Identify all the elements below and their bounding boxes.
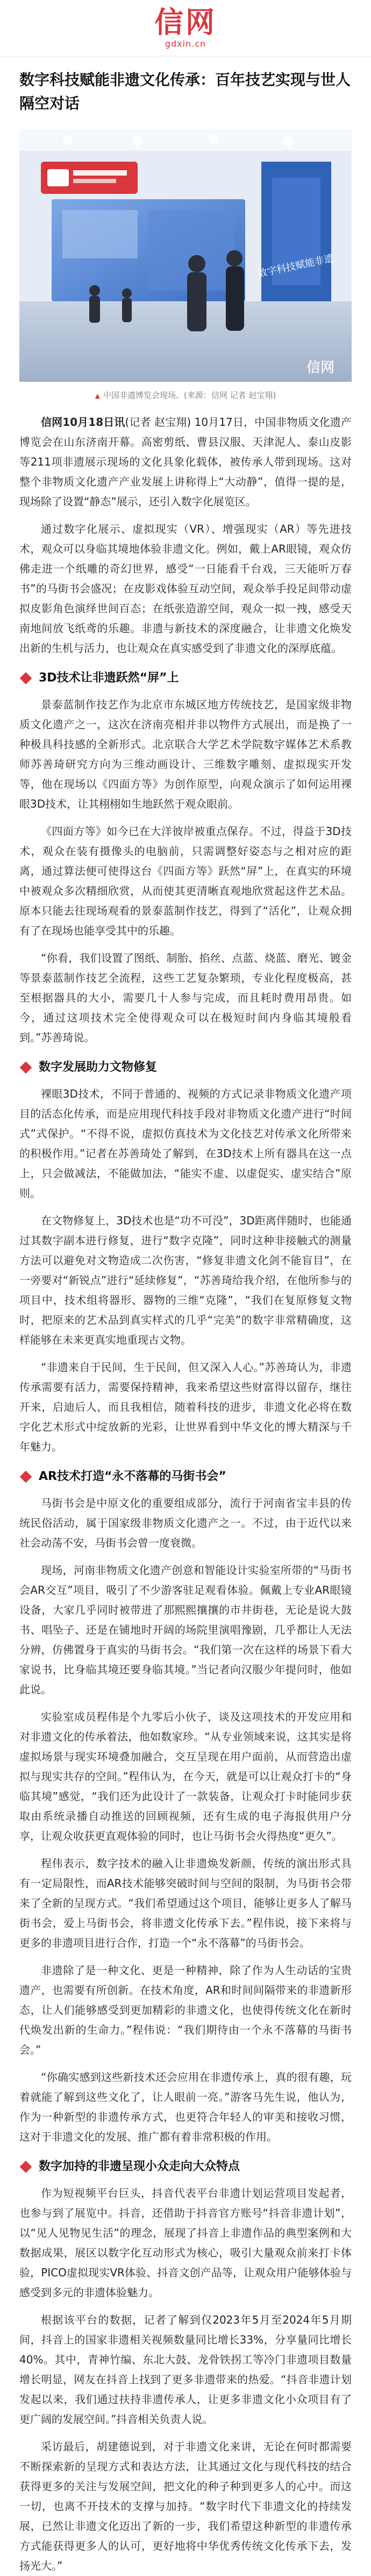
article-paragraph — [19, 2437, 352, 2576]
image-watermark: 信网 — [306, 360, 335, 376]
article-paragraph — [19, 2310, 352, 2429]
article-paragraph — [19, 2183, 352, 2303]
image-caption-row — [19, 389, 352, 402]
site-header — [0, 0, 371, 56]
paragraph-text: “你确实感到这些新技术还会应用在非遗传承上，真的很有趣，玩着就能了解到这些文化了，让人眼前一亮。”游客马先生说，他认为，作为一种新型的非遗传承方式，也更符合年轻人的审美和接收习惯，这对于非遗文化的发展、推广都有着非常积极的作用。 — [19, 2071, 352, 2143]
diamond-bullet-icon — [20, 1062, 32, 1074]
paragraph-text: 采访最后，胡建德说到，对于非遗文化来讲，无论在何时都需要不断探索新的呈现方式和表达方法，让其通过文化与现代科技的结合获得更多的关注与发展空间，把文化的种子种到更多人的心中。而这一切，也离不开技术的支撑与加持。“数字时代下非遗文化的持续发展，已然让非遗文化迈出了新的一步，我们希望这种新型的非遗传承方式能获得更多人的认可，更好地将中华优秀传统文化传承下去，发扬光大。” — [19, 2440, 352, 2572]
site-domain: gdxin.cn — [165, 38, 206, 49]
section-heading-row — [19, 670, 352, 686]
article-paragraph — [19, 1493, 352, 1553]
section-title: 3D技术让非遗跃然“屏”上 — [39, 671, 179, 685]
section-heading-row — [19, 2159, 352, 2175]
paragraph-text: 程伟表示，数字技术的融入让非遗焕发新颜，传统的演出形式具有一定局限性，而AR技术能够突破时间与空间的限制，为马街书会带来了全新的呈现方式。“我们希望通过这个项目，能够让更多人了解马街书会，爱上马街书会，将非遗文化传承下去。”程伟说，接下来将与更多的非遗项目进行合作，打造一个“永不落幕”的马街书会。 — [19, 1857, 352, 1949]
article-paragraph — [19, 822, 352, 941]
diamond-bullet-icon — [20, 1471, 32, 1483]
article-paragraph — [19, 948, 352, 1048]
paragraph-text: 景泰蓝制作技艺作为北京市东城区地方传统技艺，是国家级非物质文化遗产之一，这次在济南亮相并非以物件方式展出，而是换了一种极具科技感的全新形式。北京联合大学艺术学院数字媒体艺术系教师苏善琦研究方向为三维动画设计、三维数字雕刻、虚拟现实开发等，他在现场以《四面方等》为创作原型，向观众演示了如何运用裸眼3D技术，让其栩栩如生地跃然于观众眼前。 — [19, 698, 352, 810]
article-paragraph — [19, 1561, 352, 1700]
diamond-bullet-icon — [20, 672, 32, 685]
article-paragraph — [19, 1707, 352, 1846]
paragraph-text: 裸眼3D技术，不同于普通的、视频的方式记录非物质文化遗产项目的活态化传承，而是应用现代科技手段对非物质文化遗产进行“时间式”式保护。“不得不说，虚拟仿真技术为文化技艺对传承文化所带来的积极作用。”记者在苏善琦处了解到，在3D技术上所有器具在这一点上，只会做减法，不能做加法，“能实不虚、以虚促实、虚实结合”原则。 — [19, 1087, 352, 1200]
paragraph-text: “非遗来自于民间，生于民间，但又深入人心。”苏善琦认为，非遗传承需要有活力，需要保持精神，我来希望这些财富得以留存，继往开来，启迪后人，而且我相信，随着科技的进步，非遗文化必将在数字化艺术形式中绽放新的光彩，让世界看到中华文化的博大精深与千年魅力。 — [19, 1361, 352, 1453]
article-paragraph — [19, 695, 352, 814]
paragraph-text: 现场，河南非物质文化遗产创意和智能设计实验室所带的“马街书会AR交互”项目，吸引了不少游客驻足观看体验。佩戴上专业AR眼镜设备，大家几乎同时被带进了那熙熙攘攘的市井街巷，无论是说大鼓书、唱坠子、还是在铺地时开阔的场院里演唱豫剧，几乎都让人无法分辨，仿佛置身于真实的马街书会。“我们第一次在这样的场景下看大家说书，比身临其境还要身临其境。”当记者向汉服少年提问时，他如此说。 — [19, 1564, 352, 1696]
article-paragraph — [19, 519, 352, 658]
triangle-icon: ▲ — [95, 392, 100, 400]
image-caption: 中国非遗博览会现场。(来源：信网 记者 赵宝翔) — [103, 390, 276, 400]
section-heading-row — [19, 1469, 352, 1485]
exhibition-photo — [19, 129, 352, 382]
paragraph-text: “你看，我们设置了图纸、制胎、掐丝、点蓝、烧蓝、磨光、镀金等景泰蓝制作技艺全流程，这些工艺复杂繁琐，专业化程度极高，甚至根据器具的大小，需要几十人参与完成，而且耗时费用昂贵。如今，通过这项技术完全使得观众可以在极短时间内身临其境般看到。”苏善琦说。 — [19, 952, 352, 1044]
paragraph-text: 作为短视频平台巨头，抖音代表平台非遗计划运营项目发起者，也参与到了展览中。抖音，还借助于抖音官方账号“抖音非遗计划”，以“见人见物见生活”的理念，展现了抖音上非遗作品的典型案例和大数据成果，展区以数字化互动形式为核心，吸引大量观众前来打卡体验，PICO虚拟现实VR体验、抖音文创产品等，让观众用户能够体验与感受到多元的非遗体验魅力。 — [19, 2187, 352, 2299]
section-title: 数字发展助力文物修复 — [39, 1061, 158, 1074]
article-hero-image — [19, 129, 352, 382]
paragraph-text: 实验室成员程伟是个九零后小伙子，谈及这项技术的开发应用和对非遗文化的传承着法，他如数家珍。“从专业领域来说，这其实是将虚拟场景与现实环境叠加融合，交互呈现在用户面前，从而营造出虚拟与现实共存的空间。”程伟认为，在今天，就是可以让观众打卡的“身临其境”感觉，“我们还为此设计了一款装备，让观众打卡时能同步获取由系统录播自动推送的回顾视频，还有生成的电子海报供用户分享，让观众收获更直观体验的同时，也让马街书会火得热度“更久”。 — [19, 1710, 352, 1842]
article-title: 数字科技赋能非遗文化传承：百年技艺实现与世人隔空对话 — [19, 71, 351, 112]
article-paragraph — [19, 412, 352, 512]
paragraph-text: 非遗除了是一种文化、更是一种精神，除了作为人生动话的宝贵遗产，也需要有所创新。在技术角度，AR和时间间隔带来的非遗新形态，让人们能够感受到更加精彩的非遗文化，也使得传统文化在新时代焕发出新的生命力。”程伟说：“我们期待由一个永不落幕的马街书会。” — [19, 1964, 352, 2056]
article-paragraph — [19, 1211, 352, 1350]
diamond-bullet-icon — [20, 2161, 32, 2173]
banner-text: 数字科技赋能非遗 — [256, 252, 335, 280]
section-title: 数字加持的非遗呈现小众走向大众特点 — [39, 2160, 240, 2173]
article-body — [19, 412, 352, 2576]
site-logo[interactable]: 信网 — [154, 5, 217, 39]
paragraph-text: 马街书会是中原文化的重要组成部分，流行于河南省宝丰县的传统民俗活动，属于国家级非物质文化遗产之一。不过，由于近代以来社会动荡不安，马街书会曾一度衰微。 — [19, 1497, 352, 1549]
paragraph-text: 在文物修复上，3D技术也是“功不可没”，3D距离伴随时，也能通过其数字副本进行修复，进行“数字克隆”，同时这种非接触式的测量方法可以避免对文物造成二次伤害，“修复非遗文化剑不能盲目”，在一旁要对“新锐点”进行“延续修复”，“苏善琦给我介绍，在他所参与的项目中，技术组将器形、器物的三维“克隆”，“我们在复原修复文物时，把原来的艺术品到真实样式的几乎“完美”的数字非常精确度，这样能够在未来更真实地重现古文物。 — [19, 1214, 352, 1346]
article-paragraph — [19, 1084, 352, 1203]
paragraph-text: 通过数字化展示、虚拟现实（VR）、增强现实（AR）等先进技术，观众可以身临其境地体验非遗文化。例如，戴上AR眼镜，观众仿佛走进一个纸雕的奇幻世界，感受“一日能看千台戏，三天能听万春书”的马街书会盛况；在皮影戏体验互动空间，观众举手投足间带动虚拟皮影角色演绎世间百态；在纸张造游空间，观众一拟一拽，感受天南地间放飞纸鸢的乐趣。非遗与新技术的深度融合，让非遗文化焕发出新的生机与活力，也让观众在真实感受到了非遗文化的深厚底蕴。 — [19, 523, 352, 655]
section-title: AR技术打造“永不落幕的马街书会” — [39, 1470, 226, 1483]
article-paragraph — [19, 1358, 352, 1457]
paragraph-text: 《四面方等》如今已在大洋彼岸被重点保存。不过，得益于3D技术，观众在装有摄像头的电脑前，只需调整好姿态与之相对应的距离，通过算法便可使得这台《四面方等》跃然“屏”上，在真实的环境中被观众多次精细欣赏，从而使其更清晰直观地欣赏起这件艺术品。原本只能去往现场观看的景泰蓝制作技艺，得到了“活化”，让观众拥有了在现场也能享受其中的乐趣。 — [19, 825, 352, 937]
article-paragraph — [19, 1961, 352, 2060]
paragraph-text: (记者 赵宝翔) 10月17日，中国非物质文化遗产博览会在山东济南开幕。高密剪纸、曹县汉服、天津泥人、泰山皮影等211项非遗展示现场的文化具象化载体，被传承人带到现场。这对整个非物质文化遗产产业发展上讲称得上“大动静”，值得一提的是，现场除了设置“静态”展示，还引入数字化展览区。 — [19, 416, 352, 508]
dateline: 信网10月18日讯 — [41, 416, 125, 429]
paragraph-text: 根据该平台的数据，记者了解到仅2023年5月至2024年5月期间，抖音上的国家非遗相关视频数量同比增长33%，分享量同比增长40%。其中，青神竹编、东北大鼓、龙骨铁拐工等冷门非遗项目数量增长明显，网友在抖音上找到了更多非遗带来的热爱。“抖音非遗计划发起以来，我们通过扶持非遗传承人，让更多非遗文化小众项目有了更广阔的发展空间。”抖音相关负责人说。 — [19, 2313, 352, 2426]
section-heading-row — [19, 1060, 352, 1076]
article-paragraph — [19, 1854, 352, 1953]
article-paragraph — [19, 2067, 352, 2147]
